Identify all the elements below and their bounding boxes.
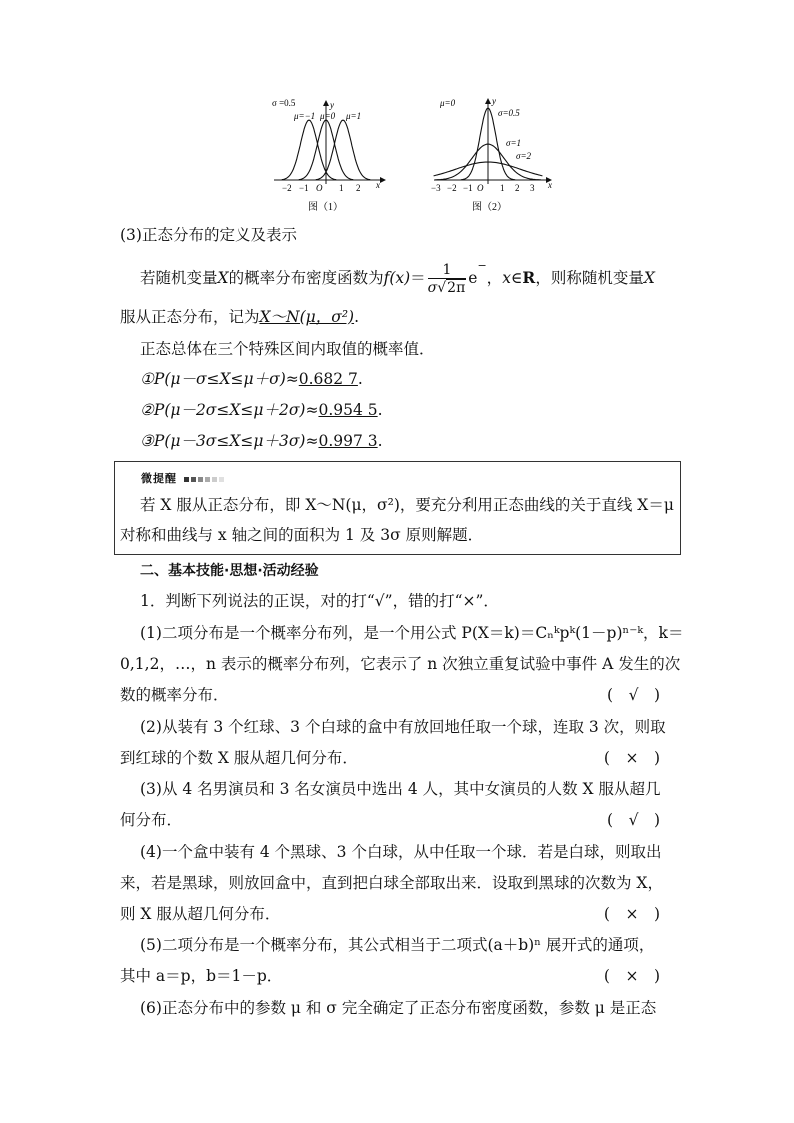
figure-2 bbox=[430, 88, 560, 220]
text: 数的概率分布． bbox=[120, 686, 229, 704]
figure-1-caption: 图（1） bbox=[308, 202, 343, 213]
text: ， bbox=[486, 269, 503, 288]
tick-5: 2 bbox=[356, 183, 361, 193]
tick-4: O bbox=[477, 183, 484, 193]
prob-expr: ①P(μ－σ≤X≤μ＋σ)≈ bbox=[140, 370, 299, 388]
tick-3: O bbox=[316, 183, 323, 193]
normal-curves-varying-mu bbox=[268, 88, 388, 216]
item-4-line-1: (4)一个盒中装有 4 个黑球、3 个白球，从中任取一个球．若是白球，则取出 bbox=[140, 843, 662, 861]
tick-2: −2 bbox=[447, 183, 457, 193]
text: . bbox=[377, 401, 383, 419]
tip-box bbox=[114, 461, 681, 555]
y-axis-label: y bbox=[492, 96, 496, 106]
x-axis-label: x bbox=[548, 180, 552, 190]
text: . bbox=[354, 308, 360, 326]
sigma: σ bbox=[427, 279, 438, 296]
item-1-line-3 bbox=[120, 684, 660, 706]
text: 若随机变量 bbox=[140, 269, 218, 288]
item-1-line-2: 0,1,2，…，n 表示的概率分布列，它表示了 n 次独立重复试验中事件 A 发生的次 bbox=[120, 655, 681, 673]
section-3-heading: (3)正态分布的定义及表示 bbox=[120, 226, 297, 244]
prob-value: 0.997 3 bbox=[318, 432, 378, 450]
normal-curves-varying-sigma bbox=[430, 88, 560, 216]
text: . bbox=[377, 432, 383, 450]
fx: f(x) bbox=[383, 269, 411, 288]
tick-4: 1 bbox=[339, 183, 344, 193]
tick-2: −1 bbox=[299, 183, 309, 193]
exponent: − bbox=[477, 259, 487, 272]
sigma-label-1: σ=0.5 bbox=[498, 108, 520, 118]
sqrt-icon: √ bbox=[437, 279, 447, 296]
section-2-heading: 二、基本技能·思想·活动经验 bbox=[140, 563, 319, 579]
prob-value: 0.682 7 bbox=[298, 370, 358, 388]
tip-line-1: 若 X 服从正态分布，即 X～N(μ，σ²)，要充分利用正态曲线的关于直线 X＝μ bbox=[140, 496, 674, 514]
text: 则 X 服从超几何分布． bbox=[120, 905, 281, 923]
text: ，则称随机变量 bbox=[535, 269, 644, 288]
answer-mark: ( × ) bbox=[603, 749, 660, 767]
tick-1: −3 bbox=[431, 183, 441, 193]
item-4-line-3 bbox=[120, 903, 660, 925]
notation-line bbox=[120, 306, 359, 328]
figure-2-caption: 图（2） bbox=[472, 202, 507, 213]
prob-2 bbox=[140, 399, 383, 421]
mu-label-3: μ=1 bbox=[346, 111, 362, 121]
tick-1: −2 bbox=[282, 183, 292, 193]
square-icon bbox=[191, 477, 196, 482]
tick-6: 2 bbox=[515, 183, 520, 193]
square-icon bbox=[212, 477, 217, 482]
prob-1 bbox=[140, 368, 363, 390]
item-2-line-1: (2)从装有 3 个红球、3 个白球的盒中有放回地任取一个球，连取 3 次，则取 bbox=[140, 718, 666, 736]
text: 其中 a＝p，b＝1－p． bbox=[120, 967, 283, 985]
square-icon bbox=[205, 477, 210, 482]
mu-label-2: μ=0 bbox=[320, 111, 336, 121]
var-X: X bbox=[217, 269, 229, 288]
text: . bbox=[357, 370, 363, 388]
item-1-line-1: (1)二项分布是一个概率分布列，是一个用公式 P(X＝k)＝Cₙᵏpᵏ(1－p)ⁿ⁻ᵏ，k＝ bbox=[140, 624, 684, 642]
answer-mark: ( √ ) bbox=[607, 686, 660, 704]
item-5-line-2 bbox=[120, 965, 660, 987]
tip-line-2: 对称和曲线与 x 轴之间的面积为 1 及 3σ 原则解题． bbox=[120, 526, 484, 544]
prob-3 bbox=[140, 430, 383, 452]
prob-value: 0.954 5 bbox=[318, 401, 378, 419]
prob-expr: ②P(μ－2σ≤X≤μ＋2σ)≈ bbox=[140, 401, 319, 419]
tick-7: 3 bbox=[530, 183, 535, 193]
sigma-label-2: σ=1 bbox=[506, 138, 522, 148]
denominator bbox=[428, 279, 467, 297]
answer-mark: ( √ ) bbox=[607, 811, 660, 829]
notation-answer: X～N(μ，σ²) bbox=[259, 308, 355, 326]
sigma-label-3: σ=2 bbox=[516, 151, 532, 161]
in: ∈ bbox=[510, 269, 523, 288]
item-6-line-1: (6)正态分布中的参数 μ 和 σ 完全确定了正态分布密度函数，参数 μ 是正态 bbox=[140, 999, 657, 1017]
prob-expr: ③P(μ－3σ≤X≤μ＋3σ)≈ bbox=[140, 432, 319, 450]
radicand: 2π bbox=[447, 279, 466, 296]
fraction bbox=[428, 262, 467, 297]
square-icon bbox=[219, 477, 224, 482]
text: 何分布． bbox=[120, 811, 183, 829]
reals: R bbox=[522, 268, 536, 288]
text: 到红球的个数 X 服从超几何分布． bbox=[120, 749, 358, 767]
tip-title bbox=[141, 470, 224, 486]
item-3-line-1: (3)从 4 名男演员和 3 名女演员中选出 4 人，其中女演员的人数 X 服从超几 bbox=[140, 780, 661, 798]
tip-title-text: 微提醒 bbox=[141, 472, 177, 485]
numerator: 1 bbox=[428, 262, 467, 279]
equals: ＝ bbox=[410, 269, 426, 288]
intervals-intro: 正态总体在三个特殊区间内取值的概率值． bbox=[140, 340, 435, 358]
item-4-line-2: 来，若是黑球，则放回盒中，直到把白球全部取出来．设取到黑球的次数为 X， bbox=[120, 874, 663, 892]
tick-5: 1 bbox=[500, 183, 505, 193]
y-axis-arrow bbox=[485, 98, 491, 104]
answer-mark: ( × ) bbox=[603, 967, 660, 985]
y-axis-arrow bbox=[323, 100, 329, 106]
mu-label: μ=0 bbox=[440, 98, 456, 108]
square-icon bbox=[184, 477, 189, 482]
mu-label-1: μ=−1 bbox=[294, 111, 316, 121]
item-5-line-1: (5)二项分布是一个概率分布，其公式相当于二项式(a＋b)ⁿ 展开式的通项， bbox=[140, 936, 655, 954]
square-icon bbox=[198, 477, 203, 482]
density-definition bbox=[140, 254, 655, 294]
var-X: X bbox=[643, 269, 655, 288]
answer-mark: ( × ) bbox=[603, 905, 660, 923]
e: e bbox=[468, 269, 478, 288]
item-3-line-2 bbox=[120, 809, 660, 831]
text: 的概率分布密度函数为 bbox=[228, 269, 384, 288]
y-axis-label: y bbox=[330, 100, 334, 110]
item-2-line-2 bbox=[120, 747, 660, 769]
x-axis-label: x bbox=[376, 180, 380, 190]
x-axis-arrow bbox=[380, 177, 386, 183]
var-x: x bbox=[502, 269, 511, 288]
sigma-label: σ =0.5 bbox=[272, 98, 296, 108]
question-1: 1．判断下列说法的正误，对的打“√”，错的打“×”． bbox=[140, 592, 499, 610]
figure-1 bbox=[268, 88, 388, 220]
tick-3: −1 bbox=[463, 183, 473, 193]
text: 服从正态分布，记为 bbox=[120, 308, 260, 326]
